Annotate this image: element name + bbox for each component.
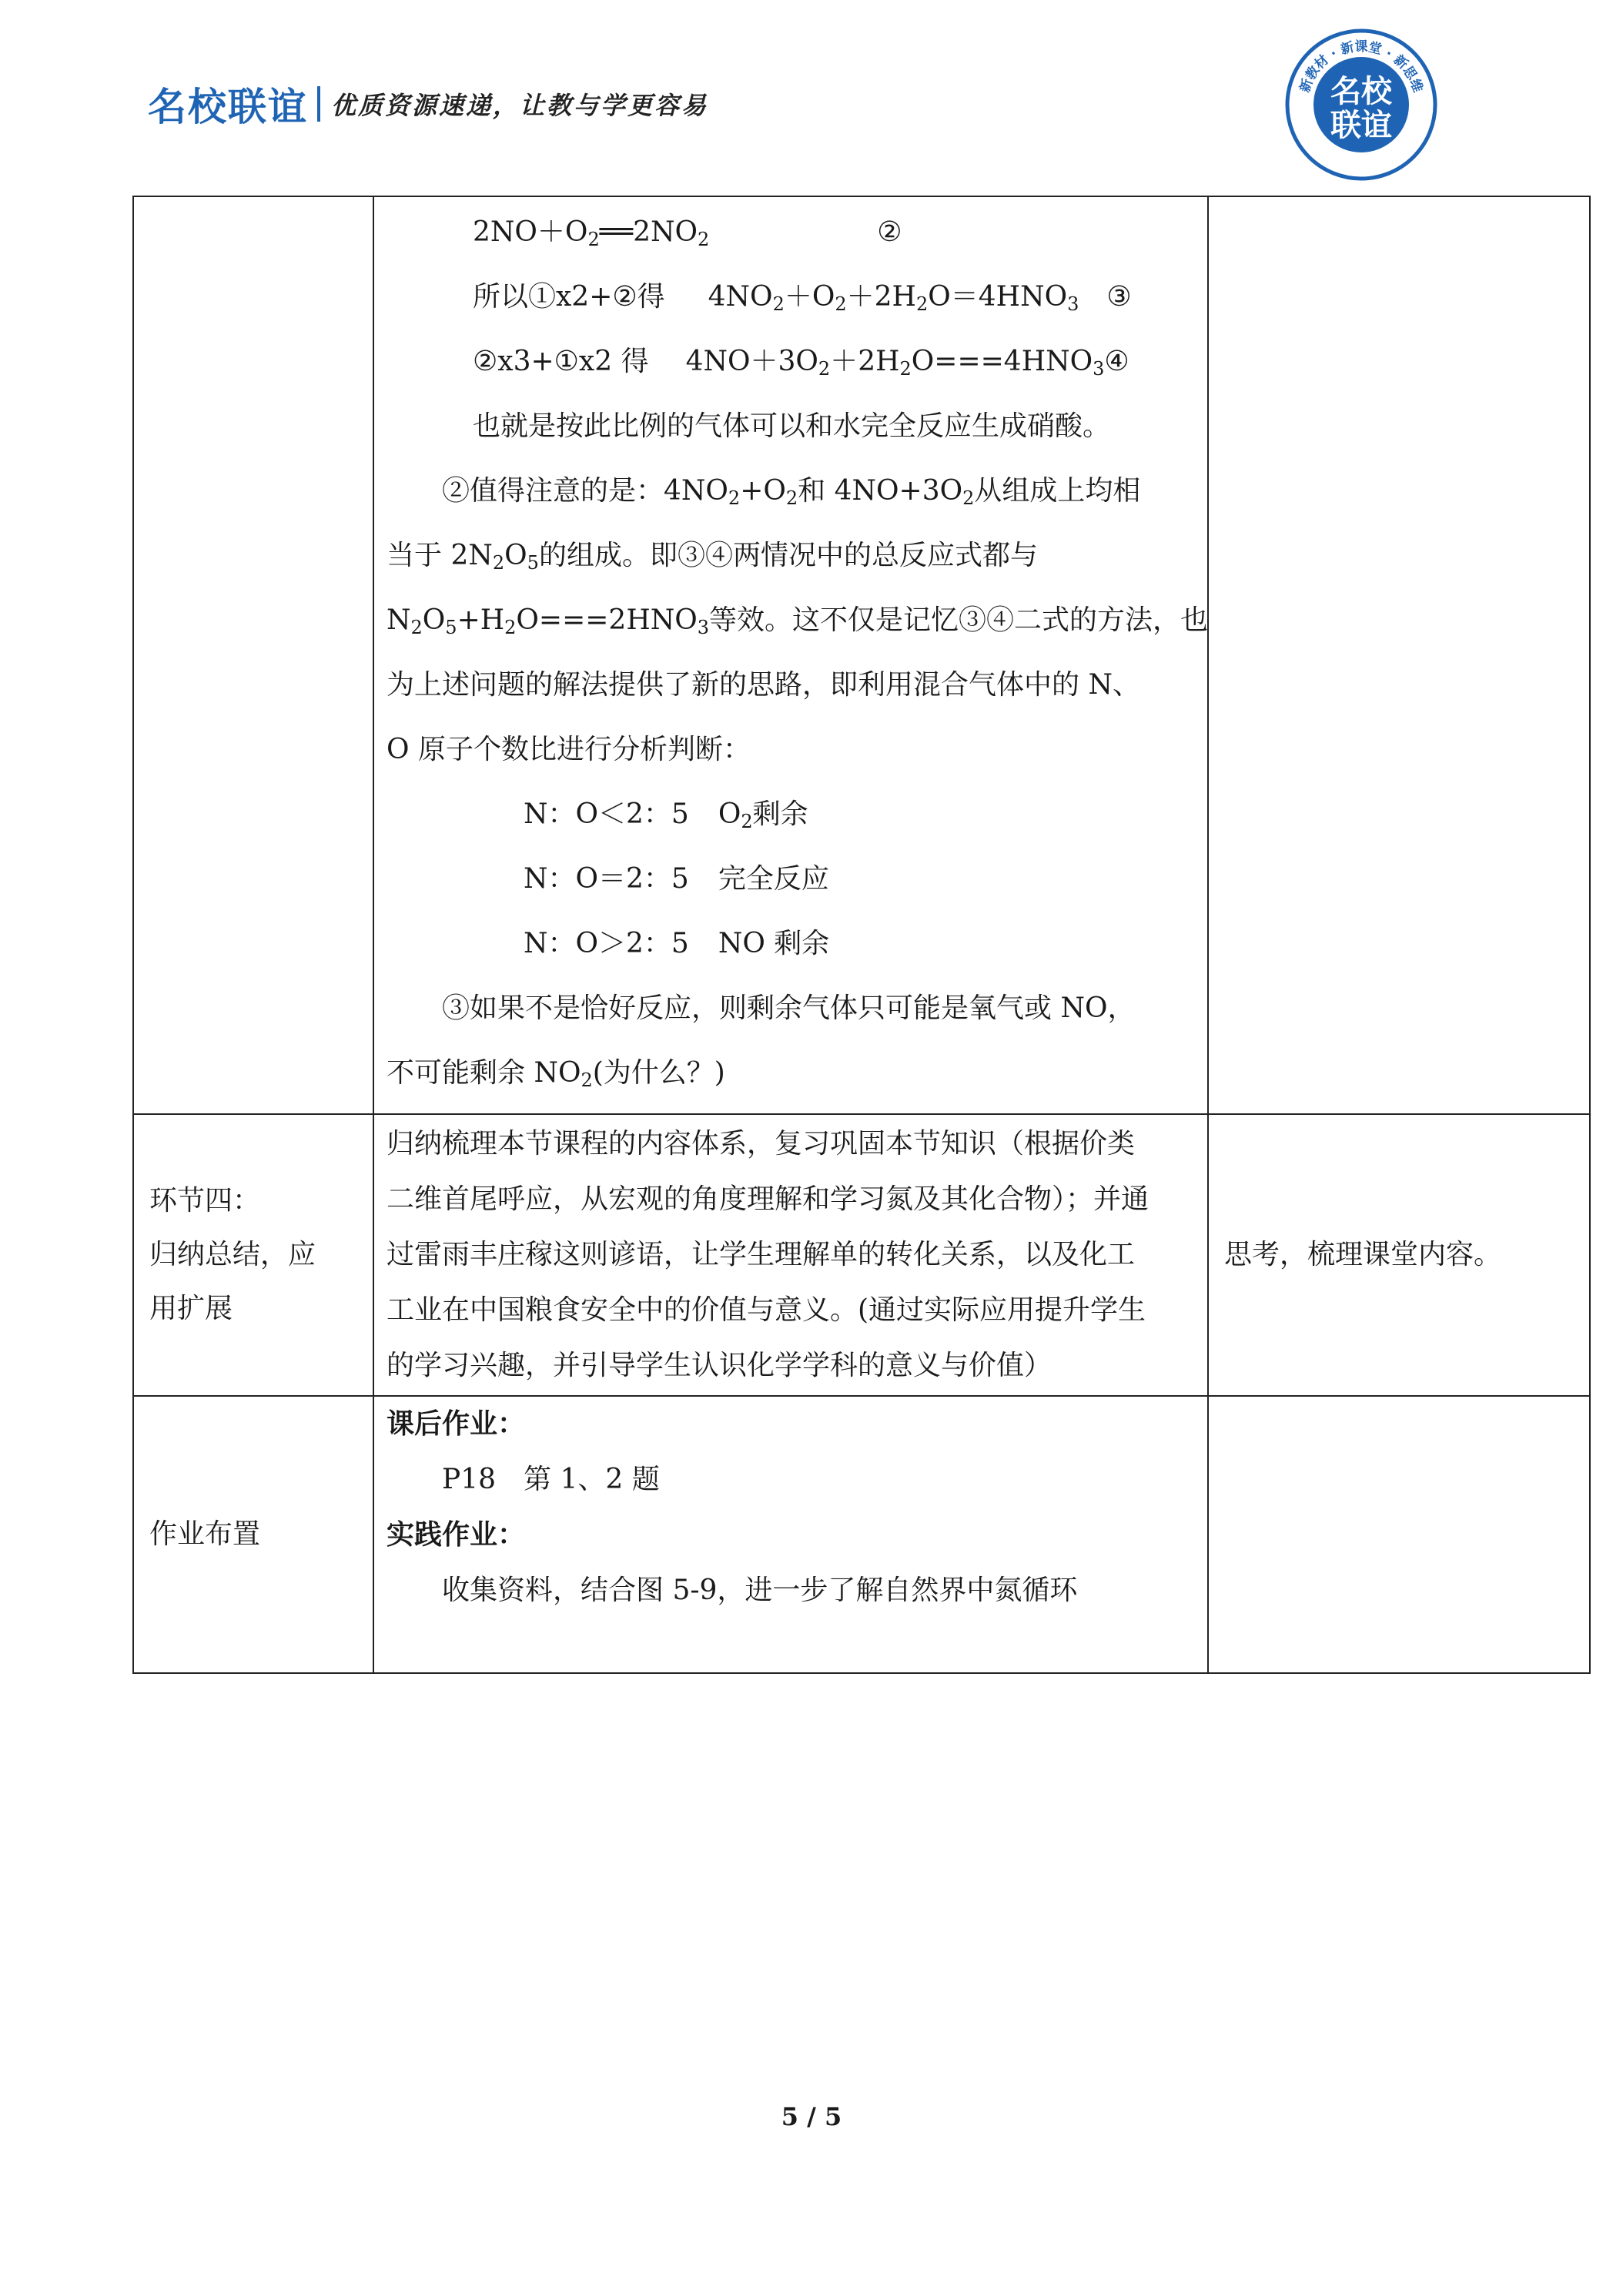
- brand-name: 名校联谊: [148, 85, 308, 129]
- text-line: 二维首尾呼应，从宏观的角度理解和学习氮及其化合物）；并通: [387, 1183, 1149, 1215]
- homework-item: P18 第 1、2 题: [442, 1464, 660, 1495]
- seal-text-top: 名校: [1330, 74, 1392, 109]
- text-line: ②值得注意的是：$4NO_2+O_2$和 $4NO+3O_2$从组成上均相: [442, 475, 1141, 509]
- text-line: 不可能剩余 $NO_2$(为什么？): [387, 1057, 725, 1091]
- homework-cell: [373, 1396, 1208, 1673]
- ratio-line: N：O＝2：5 完全反应: [524, 863, 829, 895]
- stage-cell: [133, 1114, 373, 1396]
- stage-label-line: 用扩展: [149, 1293, 233, 1324]
- student-activity-cell-empty: [1208, 1396, 1590, 1673]
- equation-line: $2NO+O_2══2NO_2$ ②: [473, 216, 902, 250]
- header-banner: [148, 77, 708, 131]
- text-line: O 原子个数比进行分析判断：: [387, 734, 751, 765]
- student-activity-cell-empty: [1208, 196, 1590, 1114]
- text-line: $N_2O_5+H_2O===2HNO_3$等效。这不仅是记忆③④二式的方法，也: [387, 604, 1209, 638]
- teacher-activity-cell: [373, 1114, 1208, 1396]
- practice-item: 收集资料，结合图 5-9，进一步了解自然界中氮循环: [442, 1575, 1078, 1606]
- text-line: 过雷雨丰庄稼这则谚语，让学生理解单的转化关系，以及化工: [387, 1239, 1136, 1270]
- header-slogan: 优质资源速递，让教与学更容易: [331, 91, 709, 120]
- practice-title: 实践作业：: [387, 1519, 526, 1551]
- school-seal-logo: [1284, 28, 1438, 182]
- stage-cell-empty: [133, 196, 373, 1114]
- text-line: 的学习兴趣，并引导学生认识化学学科的意义与价值）: [387, 1350, 1052, 1381]
- stage-cell: 作业布置: [133, 1396, 373, 1673]
- text-line: ③如果不是恰好反应，则剩余气体只可能是氧气或 NO，: [442, 992, 1136, 1024]
- table-row: [133, 196, 1590, 1114]
- stage-label-line: 归纳总结，应: [149, 1239, 316, 1270]
- ratio-line: N：O＞2：5 NO 剩余: [524, 928, 830, 959]
- student-activity-cell: 思考，梳理课堂内容。: [1208, 1114, 1590, 1396]
- seal-ring-text: 新教材 · 新课堂 · 新思维: [1297, 39, 1426, 95]
- seal-text-bottom: 联谊: [1330, 108, 1392, 143]
- homework-title: 课后作业：: [387, 1408, 526, 1440]
- header-divider: [317, 86, 320, 122]
- teacher-activity-cell: [373, 196, 1208, 1114]
- lesson-plan-table: [132, 196, 1591, 1674]
- table-row: [133, 1396, 1590, 1673]
- equation-line: ②x3+①x2 得 $4NO+3O_2+2H_2O===4HNO_3④$: [473, 346, 1129, 380]
- text-line: 为上述问题的解法提供了新的思路，即利用混合气体中的 N、: [387, 669, 1140, 701]
- equation-line: 所以①x2+②得 $4NO_2+O_2+2H_2O=4HNO_3$ ③: [473, 281, 1132, 315]
- table-row: [133, 1114, 1590, 1396]
- stage-label-line: 环节四：: [149, 1185, 261, 1217]
- text-line: 归纳梳理本节课程的内容体系，复习巩固本节知识（根据价类: [387, 1128, 1136, 1160]
- text-line: 当于 $2N_2O_5$的组成。即③④两情况中的总反应式都与: [387, 540, 1038, 574]
- text-line: 也就是按此比例的气体可以和水完全反应生成硝酸。: [473, 410, 1111, 442]
- ratio-line: N：O＜2：5 $O_2$剩余: [524, 798, 808, 832]
- page-number: 5 / 5: [781, 2102, 842, 2131]
- text-line: 工业在中国粮食安全中的价值与意义。(通过实际应用提升学生: [387, 1294, 1146, 1326]
